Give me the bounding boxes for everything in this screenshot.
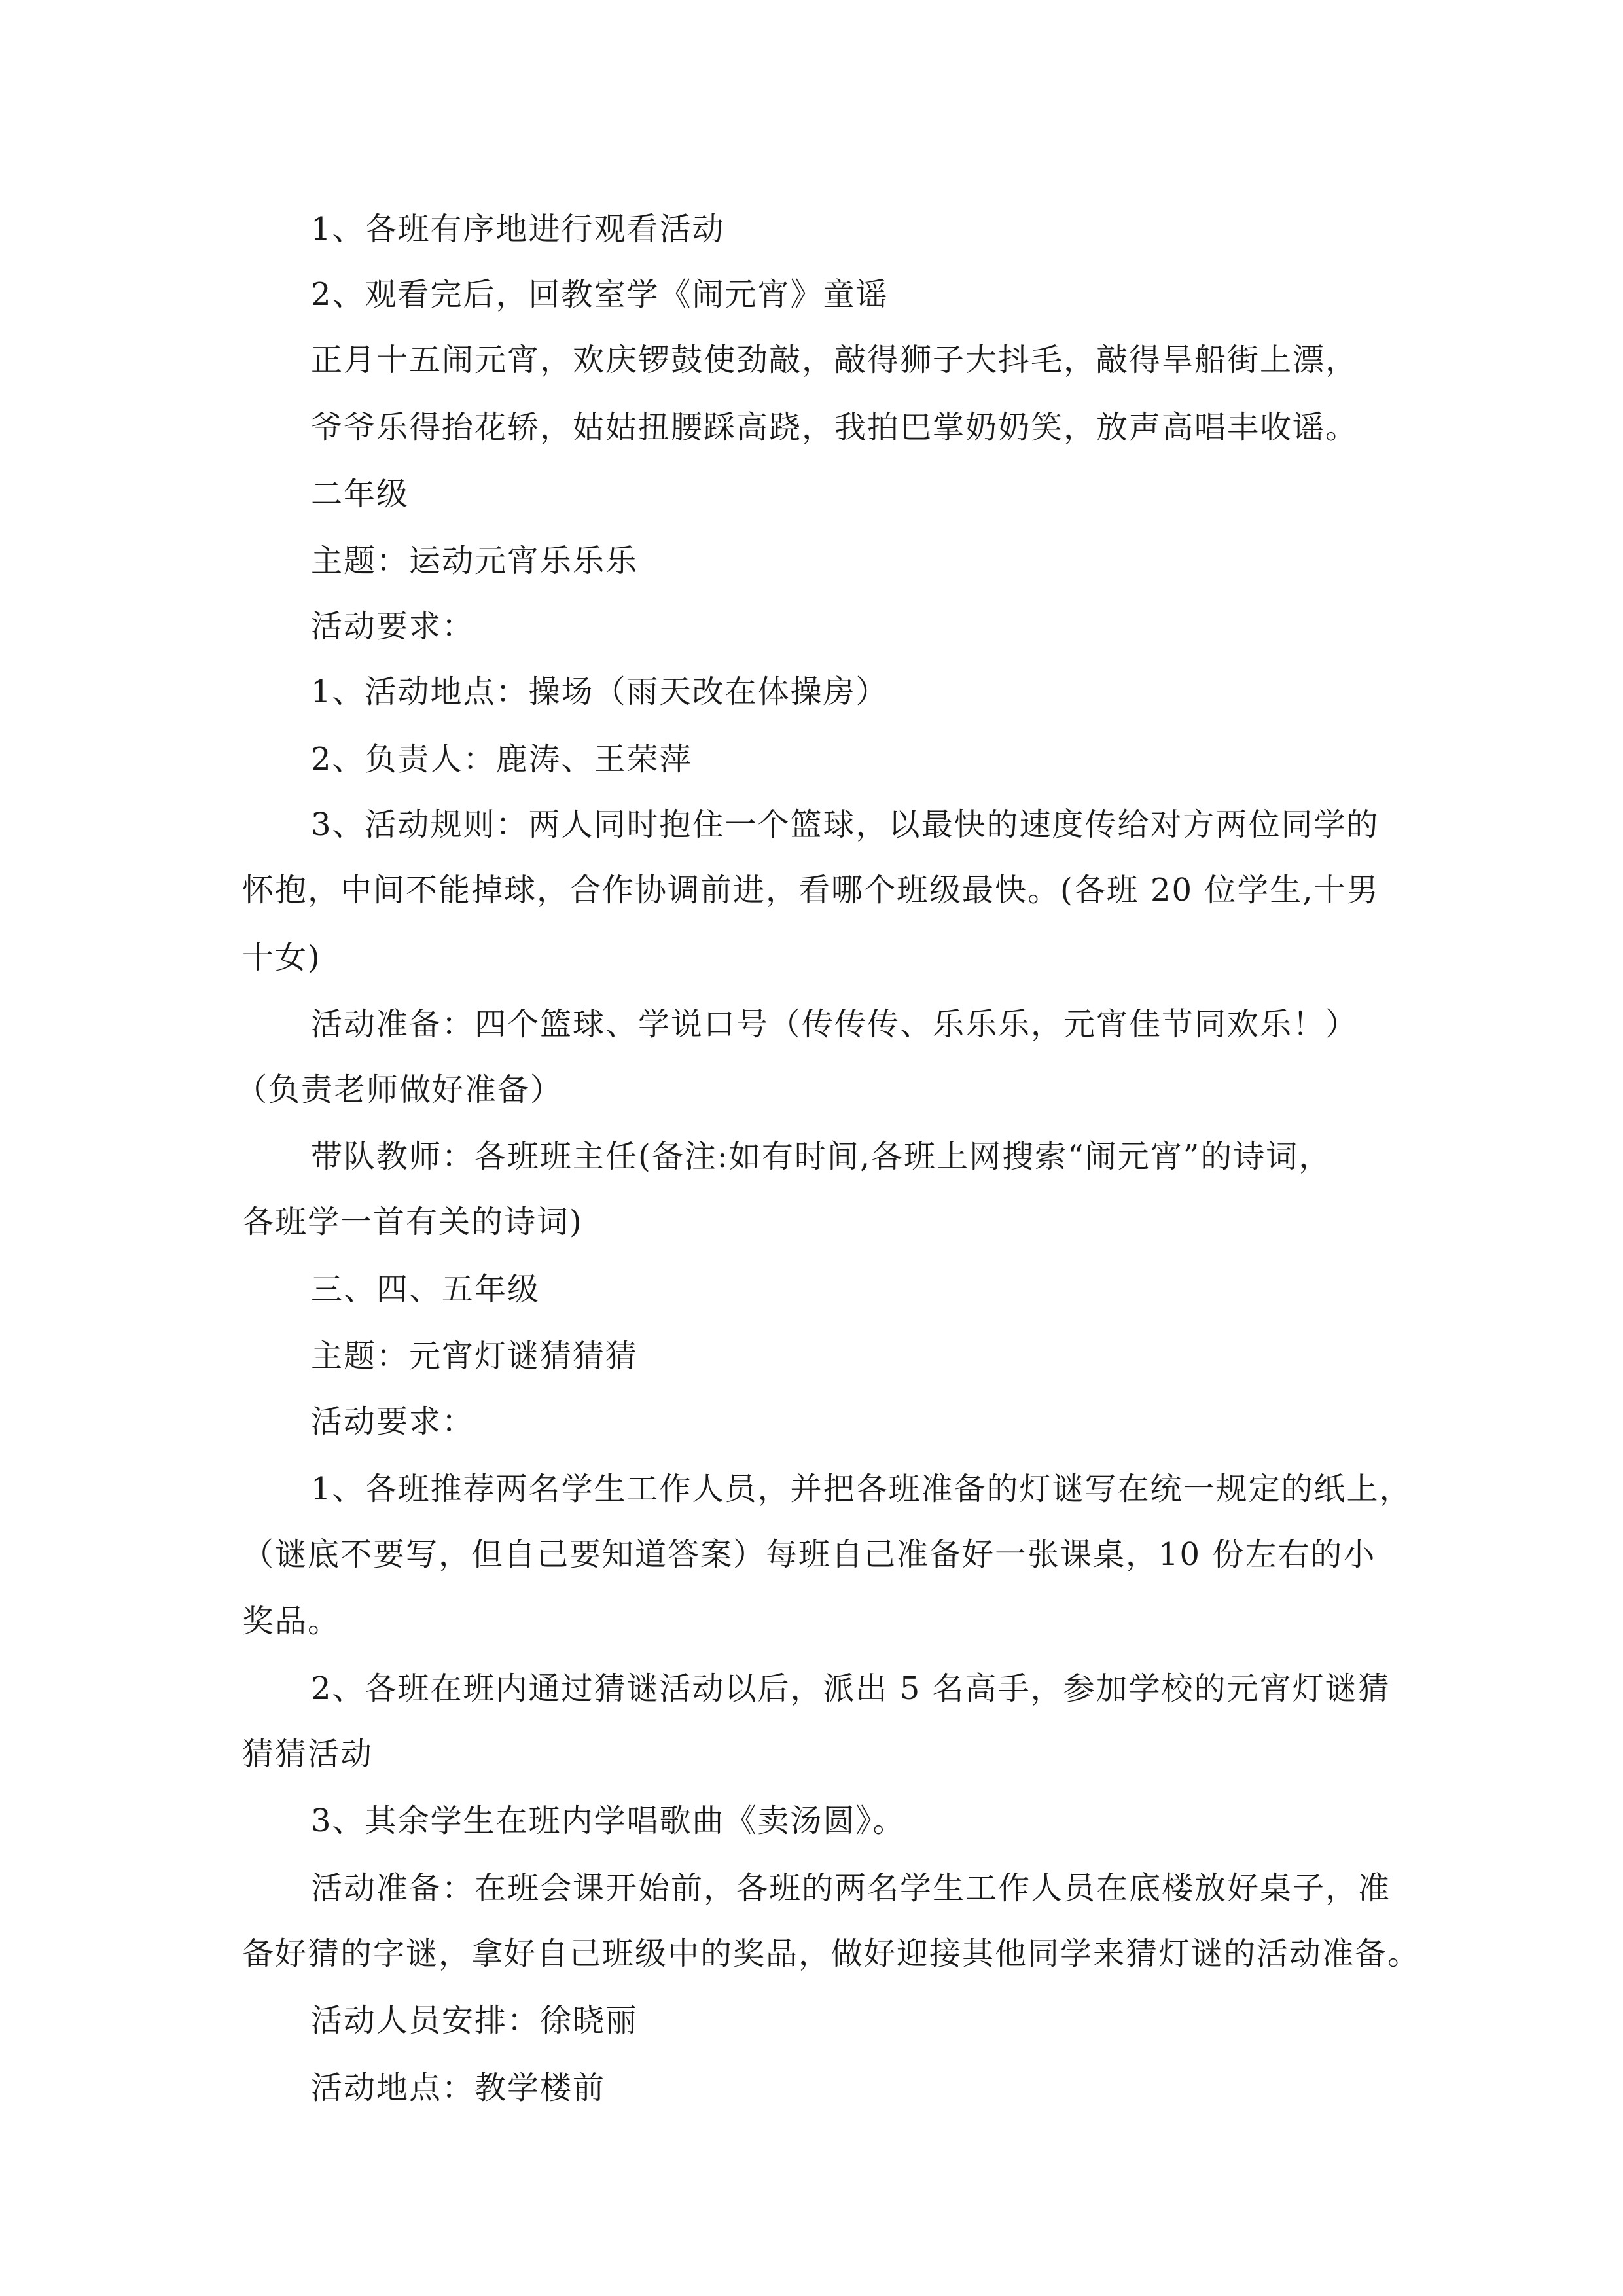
text-line: 活动地点：教学楼前 [311, 2070, 606, 2106]
text-line: 猜猜活动 [242, 1736, 374, 1772]
text-line: 活动要求： [311, 608, 475, 645]
text-line: 活动人员安排：徐晓丽 [311, 2002, 639, 2039]
text-line: 各班学一首有关的诗词) [242, 1204, 583, 1240]
text-line: 1、活动地点：操场（雨天改在体操房） [311, 673, 889, 710]
text-line: 正月十五闹元宵，欢庆锣鼓使劲敲，敲得狮子大抖毛，敲得旱船街上漂， [311, 342, 1359, 378]
text-line: （负责老师做好准备） [236, 1071, 563, 1108]
text-line: 活动准备：四个篮球、学说口号（传传传、乐乐乐，元宵佳节同欢乐！） [311, 1006, 1359, 1043]
text-line: 1、各班推荐两名学生工作人员，并把各班准备的灯谜写在统一规定的纸上， [311, 1471, 1412, 1507]
text-line: 3、活动规则：两人同时抱住一个篮球，以最快的速度传给对方两位同学的 [311, 806, 1380, 843]
text-line: 奖品。 [242, 1603, 341, 1640]
text-line: 爷爷乐得抬花轿，姑姑扭腰踩高跷，我拍巴掌奶奶笑，放声高唱丰收谣。 [311, 409, 1359, 446]
section-heading: 二年级 [311, 476, 410, 512]
text-line: 3、其余学生在班内学唱歌曲《卖汤圆》。 [311, 1803, 906, 1839]
text-line: 主题：元宵灯谜猜猜猜 [311, 1338, 639, 1374]
text-line: 2、观看完后，回教室学《闹元宵》童谣 [311, 276, 889, 313]
text-line: 怀抱，中间不能掉球，合作协调前进，看哪个班级最快。(各班 20 位学生,十男 [242, 872, 1380, 908]
text-line: 1、各班有序地进行观看活动 [311, 211, 725, 247]
text-line: 2、负责人：鹿涛、王荣萍 [311, 741, 692, 778]
text-line: 带队教师：各班班主任(备注:如有时间,各班上网搜索“闹元宵”的诗词， [311, 1138, 1332, 1175]
text-line: 2、各班在班内通过猜谜活动以后，派出 5 名高手，参加学校的元宵灯谜猜 [311, 1670, 1391, 1707]
text-line: （谜底不要写，但自己要知道答案）每班自己准备好一张课桌，10 份左右的小 [242, 1536, 1376, 1573]
text-line: 备好猜的字谜，拿好自己班级中的奖品，做好迎接其他同学来猜灯谜的活动准备。 [242, 1935, 1421, 1972]
section-heading: 三、四、五年级 [311, 1271, 541, 1308]
text-line: 十女) [242, 939, 321, 976]
text-line: 主题：运动元宵乐乐乐 [311, 543, 639, 579]
text-line: 活动准备：在班会课开始前，各班的两名学生工作人员在底楼放好桌子，准 [311, 1870, 1391, 1907]
text-line: 活动要求： [311, 1403, 475, 1440]
